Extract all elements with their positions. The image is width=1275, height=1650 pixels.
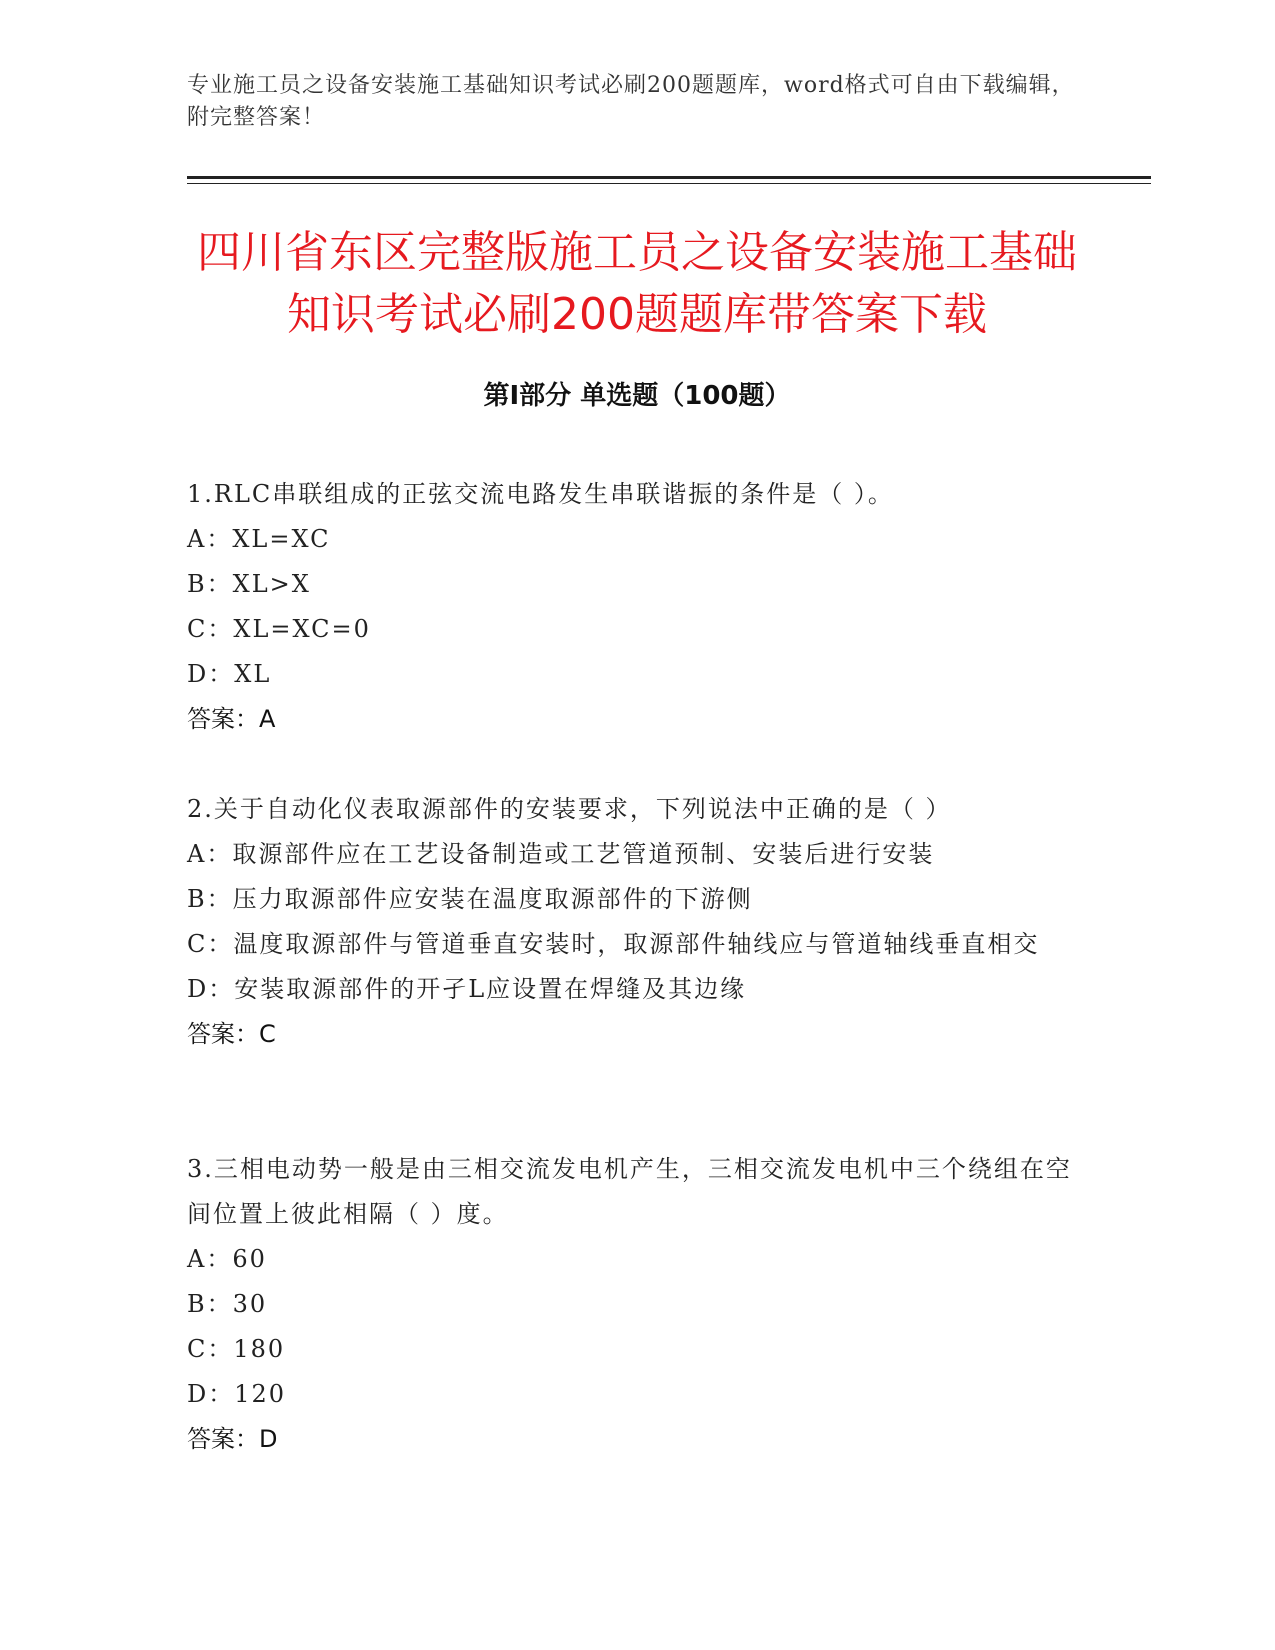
option-d: D：安装取源部件的开孑L应设置在焊缝及其边缘 (187, 975, 747, 1003)
answer-line: 答案：D (187, 1425, 278, 1453)
header-divider-thick (187, 176, 1151, 179)
option-b: B：压力取源部件应安装在温度取源部件的下游侧 (187, 885, 753, 913)
header-divider-thin (187, 183, 1151, 184)
option-b: B：XL>X (187, 570, 311, 598)
question-stem: 2.关于自动化仪表取源部件的安装要求，下列说法中正确的是（ ） (187, 795, 952, 823)
option-a: A：取源部件应在工艺设备制造或工艺管道预制、安装后进行安装 (187, 840, 935, 868)
question-item (187, 787, 1087, 1057)
question-stem: 1.RLC串联组成的正弦交流电路发生串联谐振的条件是（ ）。 (187, 480, 894, 508)
option-a: A：60 (187, 1245, 267, 1273)
section-heading: 第Ⅰ部分 单选题（100题） (483, 381, 791, 411)
answer-line: 答案：A (187, 705, 276, 733)
option-c: C：XL=XC=0 (187, 615, 371, 643)
question-stem: 3.三相电动势一般是由三相交流发电机产生，三相交流发电机中三个绕组在空间位置上彼此相隔（ ）度。 (187, 1155, 1072, 1228)
question-item (187, 1147, 1087, 1462)
option-d: D：120 (187, 1380, 287, 1408)
answer-line: 答案：C (187, 1020, 276, 1048)
document-title: 四川省东区完整版施工员之设备安装施工基础知识考试必刷200题题库带答案下载 (197, 227, 1077, 340)
option-b: B：30 (187, 1290, 268, 1318)
option-a: A：XL=XC (187, 525, 331, 553)
option-d: D：XL (187, 660, 272, 688)
question-item (187, 472, 1087, 742)
option-c: C：180 (187, 1335, 286, 1363)
option-c: C：温度取源部件与管道垂直安装时，取源部件轴线应与管道轴线垂直相交 (187, 930, 1040, 958)
header-note: 专业施工员之设备安装施工基础知识考试必刷200题题库，word格式可自由下载编辑，附完整答案！ (187, 73, 1075, 130)
